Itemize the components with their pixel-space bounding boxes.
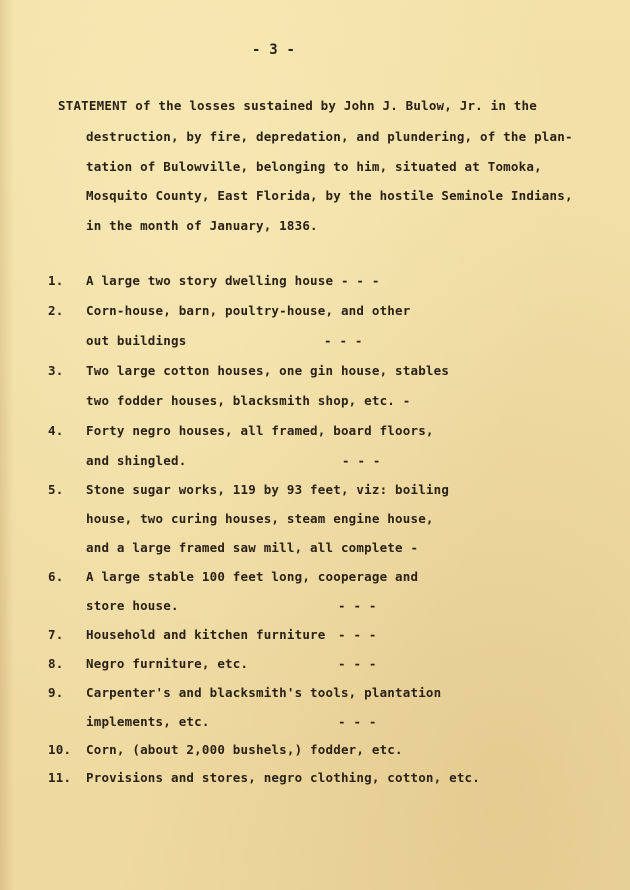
item-dashes: - - - [342, 453, 381, 468]
intro-line: destruction, by fire, depredation, and plundering, of the plan- [86, 129, 573, 144]
item-description: Household and kitchen furniture [86, 627, 326, 642]
item-dashes: - - - [324, 333, 363, 348]
item-number: 10. [48, 742, 72, 757]
item-description: Negro furniture, etc. [86, 656, 249, 671]
item-description: Corn, (about 2,000 bushels,) fodder, etc. [86, 742, 403, 757]
item-description: Two large cotton houses, one gin house, stables [86, 363, 450, 378]
item-number: 5. [48, 482, 64, 497]
item-number: 11. [48, 770, 72, 785]
intro-line: tation of Bulowville, belonging to him, situated at Tomoka, [86, 159, 542, 174]
item-description: Corn-house, barn, poultry-house, and other [86, 303, 411, 318]
item-description: Forty negro houses, all framed, board floors, [86, 423, 434, 438]
item-description: implements, etc. [86, 714, 210, 729]
item-number: 2. [48, 303, 64, 318]
item-number: 9. [48, 685, 64, 700]
item-description: and shingled. [86, 453, 187, 468]
item-description: two fodder houses, blacksmith shop, etc. - [86, 393, 411, 408]
item-description: A large two story dwelling house - - - [86, 273, 380, 288]
item-description: Stone sugar works, 119 by 93 feet, viz: boiling [86, 482, 450, 497]
item-number: 6. [48, 569, 64, 584]
item-number: 4. [48, 423, 64, 438]
item-dashes: - - - [338, 714, 377, 729]
item-number: 1. [48, 273, 64, 288]
item-number: 7. [48, 627, 64, 642]
item-number: 3. [48, 363, 64, 378]
item-description: house, two curing houses, steam engine house, [86, 511, 434, 526]
item-description: store house. [86, 598, 179, 613]
item-dashes: - - - [338, 598, 377, 613]
page-number: - 3 - [252, 42, 296, 58]
intro-line: STATEMENT of the losses sustained by John J. Bulow, Jr. in the [58, 98, 537, 113]
item-description: A large stable 100 feet long, cooperage and [86, 569, 419, 584]
intro-line: in the month of January, 1836. [86, 218, 318, 233]
item-number: 8. [48, 656, 64, 671]
item-dashes: - - - [338, 656, 377, 671]
item-description: and a large framed saw mill, all complete - [86, 540, 419, 555]
item-description: Carpenter's and blacksmith's tools, plantation [86, 685, 442, 700]
item-dashes: - - - [338, 627, 377, 642]
item-description: out buildings [86, 333, 187, 348]
intro-line: Mosquito County, East Florida, by the hostile Seminole Indians, [86, 188, 573, 203]
item-description: Provisions and stores, negro clothing, cotton, etc. [86, 770, 481, 785]
